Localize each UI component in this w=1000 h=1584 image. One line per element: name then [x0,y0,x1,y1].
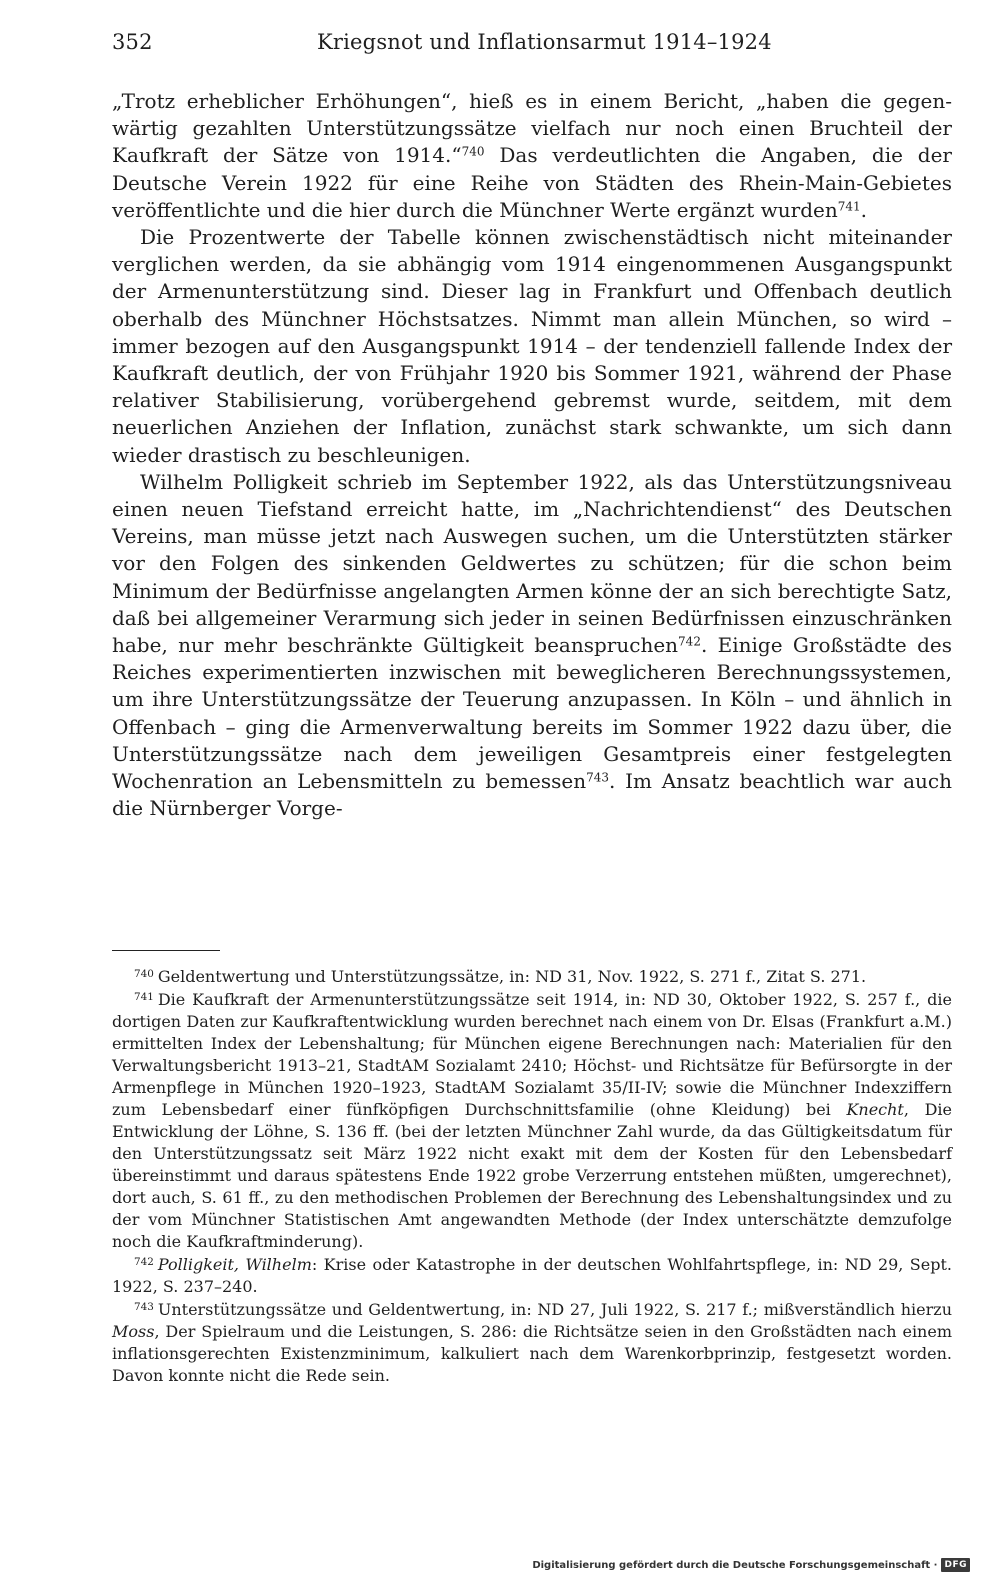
footnote-ref-741[interactable]: 741 [837,199,861,214]
footnote-number: 741 [134,990,154,1003]
paragraph-2: Die Prozentwerte der Tabelle können zwischenstädtisch nicht miteinander verglichen werden, da sie abhängig vom 1914 eingenommenen Ausgangspunkt der Armenunterstützung sind. Dieser lag in Frankfurt und Offenbach deutlich oberhalb des Münchner Höchstsatzes. Nimmt man allein München, so wird – immer bezogen auf den Ausgangspunkt 1914 – der tendenziell fallende Index der Kaufkraft deutlich, der von Frühjahr 1920 bis Sommer 1921, während der Phase relativer Stabilisierung, vorübergehend gebremst wurde, seitdem, mit dem neuerlichen Anziehen der Inflation, zunächst stark schwankte, um sich dann wieder drastisch zu beschleunigen. [112,225,952,467]
dfg-logo-icon: DFG [941,1558,970,1572]
running-header [112,22,952,62]
footnote-743 [112,1299,952,1387]
footnote-author: Knecht [846,1100,904,1119]
paragraph-3 [112,469,952,823]
page-number: 352 [112,30,153,54]
footnote-text: Geldentwertung und Unterstützungssätze, in: ND 31, Nov. 1922, S. 271 f., Zitat S. 271. [157,967,867,986]
footnote-740 [112,966,952,988]
footnote-number: 742 [134,1255,154,1268]
footnote-author: Moss [112,1322,155,1341]
footnote-text: : Krise oder Katastrophe in der deutschen Wohlfahrtspflege, in: ND 29, Sept. 1922, S. 237–240. [112,1255,952,1296]
footnote-ref-740[interactable]: 740 [461,144,485,159]
footnote-author: Polligkeit, Wilhelm [157,1255,312,1274]
paragraph-1-text-b: Das verdeutlichten die Angaben, die der Deutsche Verein 1922 für eine Reihe von Städten des Rhein-Main-Gebietes veröffentlichte und die hier durch die Münchner Werte ergänzt wurden [112,143,952,222]
digitization-note: Digitalisierung gefördert durch die Deutsche Forschungsgemeinschaft · [532,1559,938,1571]
footnote-text-b: , Die Entwicklung der Löhne, S. 136 ff. (bei der letzten Münchner Zahl wurde, da das Gültigkeitsdatum für den Unterstützungssatz seit März 1922 nicht exakt mit dem der Kosten für den Lebensbedarf übereinstimmt und daraus spätestens Ende 1922 grobe Verzerrung entstehen müßten, umgerechnet), dort auch, S. 61 ff., zu den methodischen Problemen der Berechnung des Lebenshaltungsindex und zu der vom Münchner Statistischen Amt angewandten Methode (der Index unterschätzte demzufolge noch die Kaufkraftminderung). [112,1100,953,1251]
footnote-divider [112,950,220,951]
footnote-ref-742[interactable]: 742 [678,634,701,649]
footnote-text-b: , Der Spielraum und die Leistungen, S. 286: die Richtsätze seien in den Großstädten nach einem inflationsgerechten Existenzminimum, kalkuliert nach dem Warenkorbprinzip, festgesetzt worden. Davon konnte nicht die Rede sein. [112,1322,952,1385]
footnote-741 [112,989,952,1253]
paragraph-1 [112,88,952,224]
paragraph-1-text-c: . [860,197,868,222]
footnote-742 [112,1254,952,1298]
footnote-ref-743[interactable]: 743 [586,770,610,785]
footnote-text-a: Unterstützungssätze und Geldentwertung, in: ND 27, Juli 1922, S. 217 f.; mißverständlich hierzu [157,1300,952,1319]
paragraph-3-text-b: . Einige Großstädte des Reiches experimentierten inzwischen mit beweglicheren Berechnungssystemen, um ihre Unterstützungssätze der Teuerung anzupassen. In Köln – und ähnlich in Offenbach – ging die Armenverwaltung bereits im Sommer 1922 dazu über, die Unterstützungssätze nach dem jeweiligen Gesamtpreis einer festgelegten Wochenration an Lebensmitteln zu bemessen [112,633,952,794]
body-text [112,88,952,822]
running-title: Kriegsnot und Inflationsarmut 1914–1924 [317,30,772,54]
digitization-footer [532,1556,970,1574]
paragraph-3-text-a: Wilhelm Polligkeit schrieb im September 1922, als das Unterstützungsniveau einen neuen Tiefstand erreicht hatte, im „Nachrichtendienst“ des Deutschen Vereins, man müsse jetzt nach Auswegen suchen, um die Unterstützten stärker vor den Folgen des sinkenden Geldwertes zu schützen; für die schon beim Minimum der Bedürfnisse angelangten Armen könne der an sich berechtigte Satz, daß bei allgemeiner Verarmung sich jeder in seinen Bedürfnissen einzuschränken habe, nur mehr beschränkte Gültigkeit beanspruchen [112,469,952,658]
footnotes [112,966,952,1388]
paragraph-1-text-a: „Trotz erheblicher Erhöhungen“, hieß es in einem Bericht, „haben die gegenwärtig gezahlten Unterstützungssätze vielfach nur noch einen Bruchteil der Kaufkraft der Sätze von 1914.“ [112,89,952,168]
footnote-number: 743 [134,1300,154,1313]
footnote-text-a: Die Kaufkraft der Armenunterstützungssätze seit 1914, in: ND 30, Oktober 1922, S. 257 f., die dortigen Daten zur Kaufkraftentwicklung wurden berechnet nach einem von Dr. Elsas (Frankfurt a.M.) ermittelten Index der Lebenshaltung; für München eigene Berechnungen nach: Materialien für den Verwaltungsbericht 1913–21, StadtAM Sozialamt 2410; Höchst- und Richtsätze für Befürsorgte in der Armenpflege in München 1920–1923, StadtAM Sozialamt 35/II-IV; sowie die Münchner Indexziffern zum Lebensbedarf einer fünfköpfigen Durchschnittsfamilie (ohne Kleidung) bei [112,990,952,1119]
paragraph-3-text-c: . Im Ansatz beachtlich war auch die Nürnberger Vorge- [112,769,952,821]
footnote-number: 740 [134,967,154,980]
